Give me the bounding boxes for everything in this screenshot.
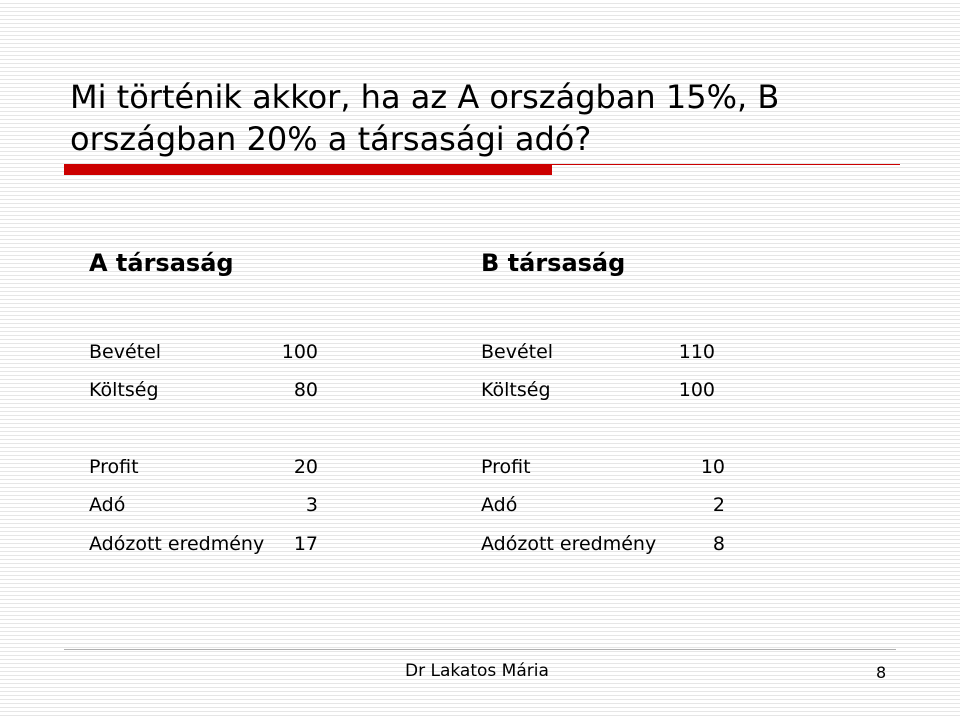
company-a-value-adozott-eredmeny: 17 bbox=[293, 533, 318, 555]
slide-title-line-2: országban 20% a társasági adó? bbox=[70, 120, 592, 158]
slide-title bbox=[70, 76, 910, 160]
company-a-label-ado: Adó bbox=[89, 494, 126, 516]
company-a-value-bevetel: 100 bbox=[281, 341, 318, 363]
page-number: 8 bbox=[876, 663, 887, 682]
company-a-value-profit: 20 bbox=[293, 456, 318, 478]
company-b-heading: B társaság bbox=[481, 249, 626, 277]
company-b-label-ado: Adó bbox=[481, 494, 518, 516]
company-b-value-bevetel: 110 bbox=[678, 341, 715, 363]
company-b-label-adozott-eredmeny: Adózott eredmény bbox=[481, 533, 657, 555]
company-b-value-ado: 2 bbox=[712, 494, 725, 516]
title-accent-rule bbox=[552, 164, 900, 165]
company-a-label-adozott-eredmeny: Adózott eredmény bbox=[89, 533, 265, 555]
company-b-label-bevetel: Bevétel bbox=[481, 341, 554, 363]
company-a-label-profit: Profit bbox=[89, 456, 139, 478]
title-accent-bar bbox=[64, 164, 552, 175]
company-a-label-koltseg: Költség bbox=[89, 379, 159, 401]
company-a-label-bevetel: Bevétel bbox=[89, 341, 162, 363]
company-a-value-ado: 3 bbox=[305, 494, 318, 516]
company-b-value-koltseg: 100 bbox=[678, 379, 715, 401]
slide-title-line-1: Mi történik akkor, ha az A országban 15%, B bbox=[70, 78, 780, 116]
footer-author: Dr Lakatos Mária bbox=[405, 661, 549, 681]
company-b-label-profit: Profit bbox=[481, 456, 531, 478]
footer-divider bbox=[64, 649, 896, 650]
company-b-label-koltseg: Költség bbox=[481, 379, 551, 401]
company-a-heading: A társaság bbox=[89, 249, 234, 277]
company-b-value-adozott-eredmeny: 8 bbox=[712, 533, 725, 555]
company-b-value-profit: 10 bbox=[700, 456, 725, 478]
company-a-value-koltseg: 80 bbox=[293, 379, 318, 401]
